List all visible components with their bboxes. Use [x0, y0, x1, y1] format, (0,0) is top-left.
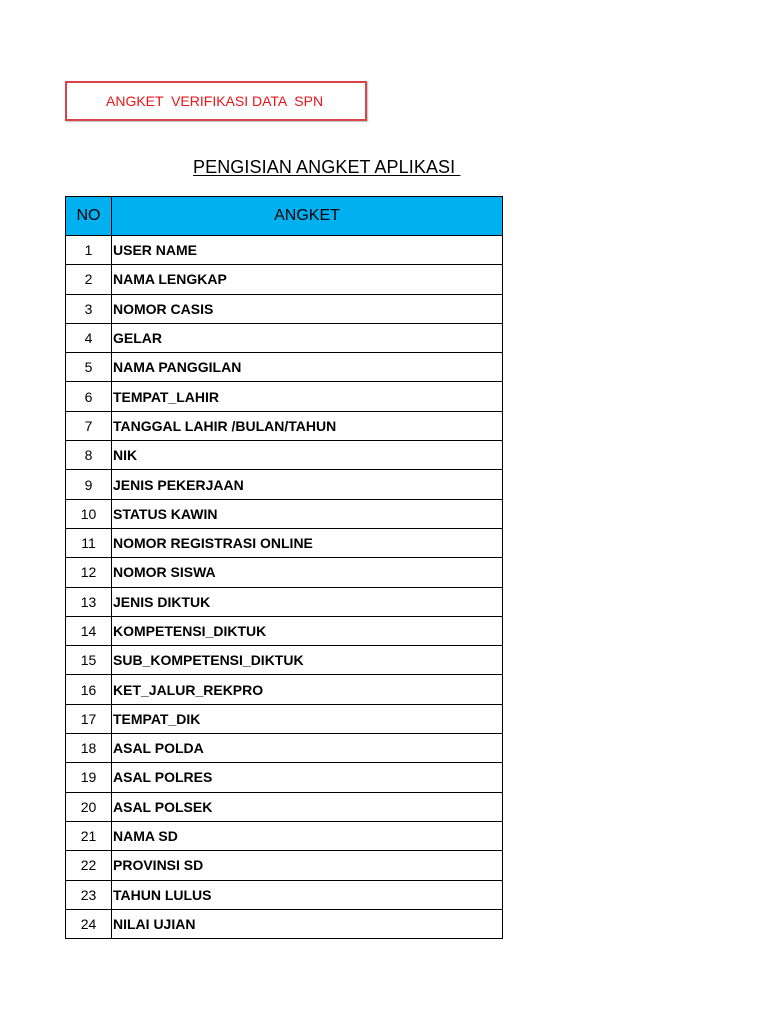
row-item: STATUS KAWIN: [112, 499, 503, 528]
table-row: [66, 470, 503, 499]
row-item: PROVINSI SD: [112, 851, 503, 880]
row-number: 17: [66, 704, 112, 733]
row-number: 23: [66, 880, 112, 909]
row-item: TEMPAT_LAHIR: [112, 382, 503, 411]
row-item: NOMOR REGISTRASI ONLINE: [112, 528, 503, 557]
column-header-no: NO: [66, 197, 112, 236]
page-title: PENGISIAN ANGKET APLIKASI: [193, 157, 461, 177]
row-item: SUB_KOMPETENSI_DIKTUK: [112, 646, 503, 675]
row-item: USER NAME: [112, 236, 503, 265]
table-row: [66, 909, 503, 938]
row-item: GELAR: [112, 323, 503, 352]
row-number: 22: [66, 851, 112, 880]
table-row: [66, 294, 503, 323]
column-header-angket: ANGKET: [112, 197, 503, 236]
row-item: JENIS DIKTUK: [112, 587, 503, 616]
row-item: KET_JALUR_REKPRO: [112, 675, 503, 704]
row-number: 20: [66, 792, 112, 821]
row-number: 11: [66, 528, 112, 557]
row-number: 14: [66, 616, 112, 645]
row-item: NOMOR CASIS: [112, 294, 503, 323]
row-number: 19: [66, 763, 112, 792]
row-number: 24: [66, 909, 112, 938]
table-row: [66, 353, 503, 382]
table-row: [66, 236, 503, 265]
table-row: [66, 441, 503, 470]
table-row: [66, 411, 503, 440]
row-item: NAMA SD: [112, 821, 503, 850]
row-item: ASAL POLRES: [112, 763, 503, 792]
row-number: 10: [66, 499, 112, 528]
row-number: 2: [66, 265, 112, 294]
table-body: [66, 236, 503, 939]
table-row: [66, 558, 503, 587]
table-row: [66, 265, 503, 294]
row-number: 15: [66, 646, 112, 675]
row-item: NAMA PANGGILAN: [112, 353, 503, 382]
table-row: [66, 646, 503, 675]
row-number: 21: [66, 821, 112, 850]
table-row: [66, 734, 503, 763]
table-row: [66, 382, 503, 411]
table-row: [66, 821, 503, 850]
survey-table: [65, 196, 503, 939]
row-item: NILAI UJIAN: [112, 909, 503, 938]
row-item: NIK: [112, 441, 503, 470]
survey-label-text: ANGKET VERIFIKASI DATA SPN: [106, 93, 324, 109]
table-row: [66, 323, 503, 352]
row-item: TAHUN LULUS: [112, 880, 503, 909]
table-row: [66, 792, 503, 821]
row-item: JENIS PEKERJAAN: [112, 470, 503, 499]
row-number: 7: [66, 411, 112, 440]
row-item: TEMPAT_DIK: [112, 704, 503, 733]
table-row: [66, 675, 503, 704]
row-item: NAMA LENGKAP: [112, 265, 503, 294]
table-row: [66, 616, 503, 645]
row-item: TANGGAL LAHIR /BULAN/TAHUN: [112, 411, 503, 440]
row-number: 12: [66, 558, 112, 587]
table-header-row: [66, 197, 503, 236]
table-row: [66, 851, 503, 880]
row-item: KOMPETENSI_DIKTUK: [112, 616, 503, 645]
row-number: 13: [66, 587, 112, 616]
row-item: NOMOR SISWA: [112, 558, 503, 587]
row-number: 5: [66, 353, 112, 382]
row-number: 1: [66, 236, 112, 265]
row-item: ASAL POLSEK: [112, 792, 503, 821]
row-number: 3: [66, 294, 112, 323]
row-item: ASAL POLDA: [112, 734, 503, 763]
table-row: [66, 528, 503, 557]
table-row: [66, 704, 503, 733]
table-row: [66, 587, 503, 616]
row-number: 6: [66, 382, 112, 411]
table-row: [66, 763, 503, 792]
row-number: 4: [66, 323, 112, 352]
row-number: 8: [66, 441, 112, 470]
row-number: 18: [66, 734, 112, 763]
table-row: [66, 880, 503, 909]
row-number: 9: [66, 470, 112, 499]
row-number: 16: [66, 675, 112, 704]
table-row: [66, 499, 503, 528]
survey-label-box: [65, 81, 367, 121]
